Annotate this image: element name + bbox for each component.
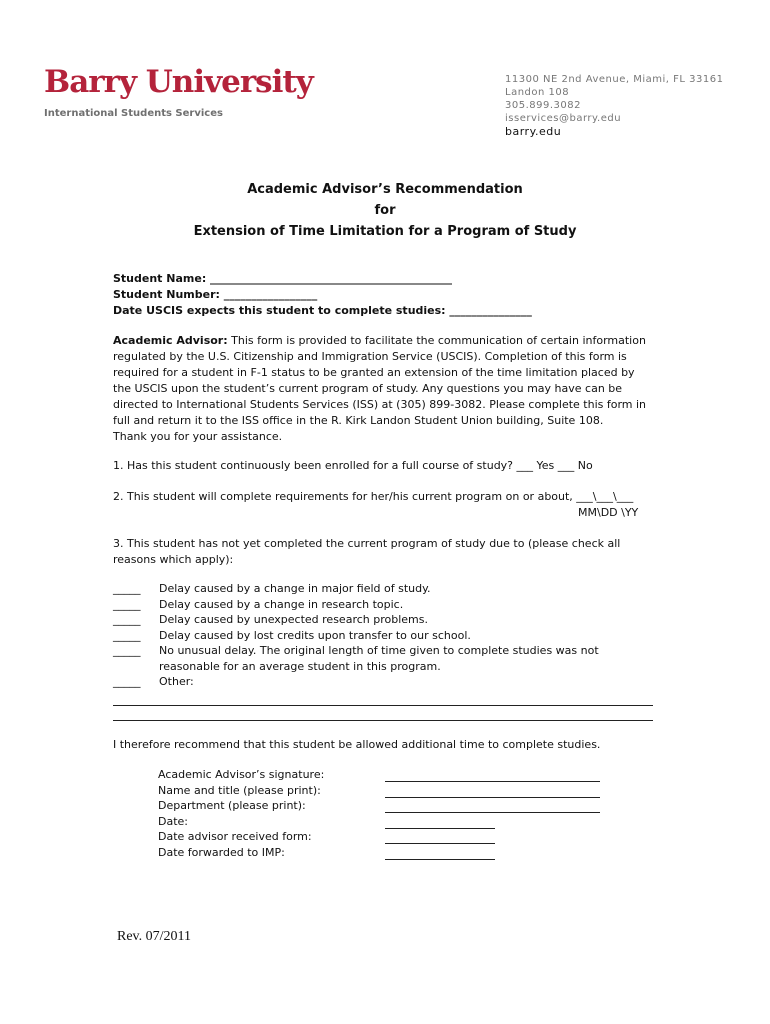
signature-label: Academic Advisor’s signature:: [158, 768, 325, 781]
department-label: Department (please print):: [158, 799, 306, 812]
address-line: Landon 108: [505, 87, 570, 98]
form-subtitle: Extension of Time Limitation for a Program of Study: [193, 224, 577, 239]
form-title: Academic Advisor’s Recommendation: [247, 182, 523, 197]
website-link[interactable]: barry.edu: [505, 125, 562, 138]
question-1[interactable]: 1. Has this student continuously been enrolled for a full course of study? ___ Yes ___ No: [113, 459, 593, 472]
intro-line: full and return it to the ISS office in the R. Kirk Landon Student Union building, Suite 108.: [113, 414, 604, 427]
reason-text: reasonable for an average student in this program.: [159, 660, 441, 673]
intro-line: regulated by the U.S. Citizenship and Immigration Service (USCIS). Completion of this form is: [113, 350, 627, 363]
question-3-cont: reasons which apply):: [113, 553, 234, 566]
question-2[interactable]: 2. This student will complete requirements for her/his current program on or about, ___\___\___: [113, 490, 634, 503]
reason-checkbox-blank[interactable]: _____: [113, 675, 141, 688]
reason-text: Delay caused by lost credits upon transfer to our school.: [159, 629, 471, 642]
department-name: International Students Services: [44, 108, 223, 119]
reason-text: Delay caused by a change in research topic.: [159, 598, 404, 611]
date-forwarded-line[interactable]: [385, 859, 495, 860]
date-received-label: Date advisor received form:: [158, 830, 312, 843]
reason-checkbox-blank[interactable]: _____: [113, 644, 141, 657]
reason-checkbox-blank[interactable]: _____: [113, 629, 141, 642]
reason-text: No unusual delay. The original length of time given to complete studies was not: [159, 644, 599, 657]
student-name-field[interactable]: Student Name: ____________________________________________: [113, 272, 453, 285]
date-line[interactable]: [385, 828, 495, 829]
other-reason-line[interactable]: [113, 720, 653, 721]
intro-line: the USCIS upon the student’s current program of study. Any questions you may have can be: [113, 382, 623, 395]
reason-other-label: Other:: [159, 675, 194, 688]
department-line[interactable]: [385, 812, 600, 813]
recommendation-statement: I therefore recommend that this student be allowed additional time to complete studies.: [113, 738, 601, 751]
form-title-for: for: [374, 203, 396, 218]
date-format-hint: MM\DD \YY: [578, 506, 639, 519]
signature-line[interactable]: [385, 781, 600, 782]
uscis-date-field[interactable]: Date USCIS expects this student to complete studies: _______________: [113, 304, 532, 317]
name-title-label: Name and title (please print):: [158, 784, 321, 797]
revision-note: Rev. 07/2011: [117, 929, 192, 944]
intro-line: Thank you for your assistance.: [113, 430, 283, 443]
intro-line: required for a student in F-1 status to be granted an extension of the time limitation placed by: [113, 366, 635, 379]
reason-text: Delay caused by a change in major field of study.: [159, 582, 431, 595]
date-label: Date:: [158, 815, 188, 828]
reason-checkbox-blank[interactable]: _____: [113, 613, 141, 626]
question-3: 3. This student has not yet completed the current program of study due to (please check all: [113, 537, 621, 550]
name-title-line[interactable]: [385, 797, 600, 798]
intro-text: This form is provided to facilitate the communication of certain information: [231, 334, 646, 347]
email-line: isservices@barry.edu: [505, 113, 622, 124]
reason-text: Delay caused by unexpected research problems.: [159, 613, 428, 626]
date-forwarded-label: Date forwarded to IMP:: [158, 846, 285, 859]
intro-label: Academic Advisor:: [113, 334, 228, 347]
intro-line: [113, 333, 646, 349]
reason-checkbox-blank[interactable]: _____: [113, 582, 141, 595]
reason-checkbox-blank[interactable]: _____: [113, 598, 141, 611]
other-reason-line[interactable]: [113, 705, 653, 706]
intro-line: directed to International Students Services (ISS) at (305) 899-3082. Please complete this form in: [113, 398, 647, 411]
phone-line: 305.899.3082: [505, 100, 581, 111]
address-line: 11300 NE 2nd Avenue, Miami, FL 33161: [505, 74, 724, 85]
student-number-field[interactable]: Student Number: _________________: [113, 288, 318, 301]
university-logo: Barry University: [44, 64, 313, 100]
date-received-line[interactable]: [385, 843, 495, 844]
